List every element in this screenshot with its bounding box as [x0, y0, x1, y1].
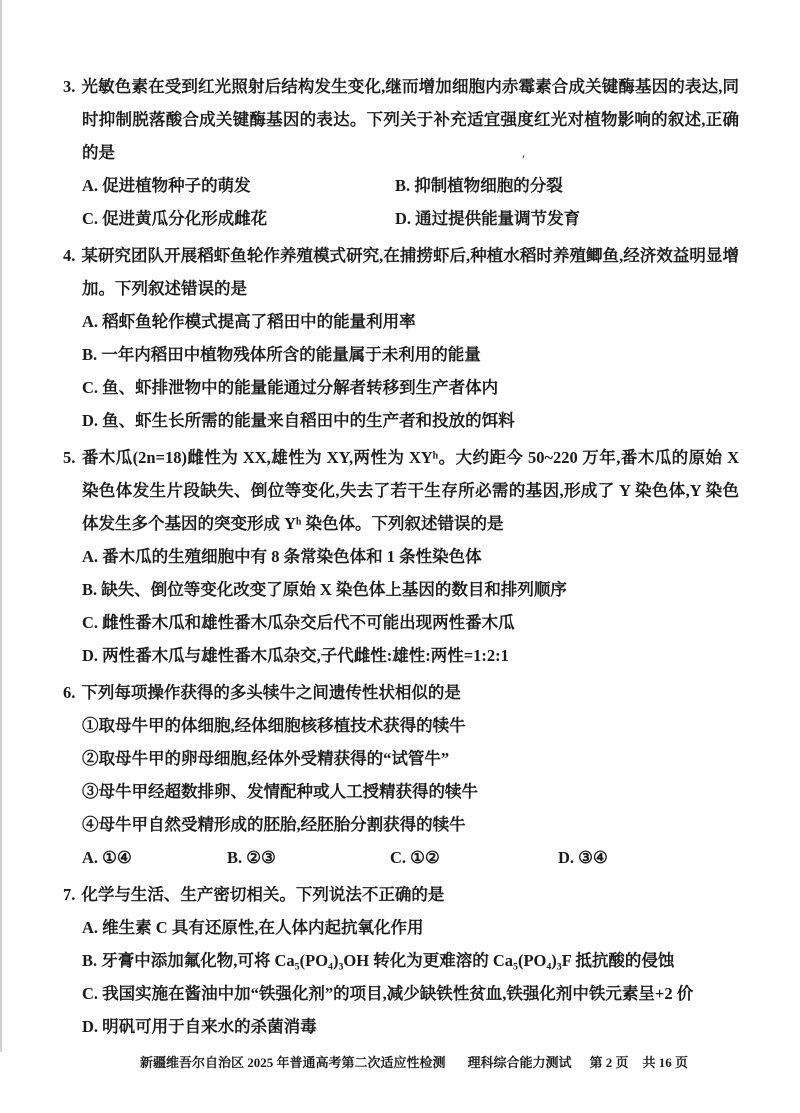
question-stem [63, 441, 739, 540]
question-number: 6. [63, 683, 76, 702]
question-stem-text: 化学与生活、生产密切相关。下列说法不正确的是 [81, 885, 445, 904]
question-option: A. 稻虾鱼轮作模式提高了稻田中的能量利用率 [82, 312, 416, 331]
question-sub-item: ④母牛甲自然受精形成的胚胎,经胚胎分割获得的犊牛 [82, 815, 466, 834]
question-option: B. 抑制植物细胞的分裂 [395, 176, 563, 195]
question-stem-text: 番木瓜(2n=18)雌性为 XX,雄性为 XY,两性为 XYʰ。大约距今 50~220 万年,番木瓜的原始 X 染色体发生片段缺失、倒位等变化,失去了若干生存所必需的基因,形成了 Y 染色体,Y 染色体发生多个基因的突变形成 Yʰ 染色体。下列叙述错误的是 [81, 448, 739, 533]
question-option: B. 缺失、倒位等变化改变了原始 X 染色体上基因的数目和排列顺序 [82, 580, 567, 599]
question-stem [63, 878, 739, 911]
scan-artifact-mark: ' [521, 152, 525, 167]
question [63, 878, 739, 1043]
question-option: D. ③④ [558, 848, 608, 867]
question-option: B. ②③ [227, 848, 276, 867]
question-options [63, 305, 739, 437]
question-option: C. 鱼、虾排泄物中的能量能通过分解者转移到生产者体内 [82, 378, 499, 397]
question-option: C. 雌性番木瓜和雄性番木瓜杂交后代不可能出现两性番木瓜 [82, 613, 515, 632]
question-list [63, 70, 739, 1047]
question-option: D. 通过提供能量调节发育 [395, 209, 581, 228]
question [63, 239, 739, 437]
question [63, 70, 739, 235]
question-option: A. 维生素 C 具有还原性,在人体内起抗氧化作用 [82, 918, 424, 937]
question-number: 4. [63, 246, 76, 265]
question-options [63, 911, 739, 1043]
question-option: D. 明矾可用于自来水的杀菌消毒 [82, 1017, 317, 1036]
question-sub-item: ③母牛甲经超数排卵、发情配种或人工授精获得的犊牛 [82, 782, 478, 801]
page-footer [140, 1053, 688, 1073]
question-option: C. 我国实施在酱油中加“铁强化剂”的项目,减少缺铁性贫血,铁强化剂中铁元素呈+2 价 [82, 984, 694, 1003]
question-option: A. ①④ [82, 848, 132, 867]
question-option: A. 番木瓜的生殖细胞中有 8 条常染色体和 1 条性染色体 [82, 547, 482, 566]
question-number: 7. [63, 885, 76, 904]
footer-page-number: 第 2 页 [589, 1055, 629, 1070]
question-stem [63, 239, 739, 305]
question-stem-text: 某研究团队开展稻虾鱼轮作养殖模式研究,在捕捞虾后,种植水稻时养殖鲫鱼,经济效益明显增加。下列叙述错误的是 [81, 246, 739, 298]
question-stem [63, 70, 739, 169]
question-number: 5. [63, 448, 76, 467]
question-option: A. 促进植物种子的萌发 [82, 176, 251, 195]
question-stem-text: 下列每项操作获得的多头犊牛之间遗传性状相似的是 [81, 683, 461, 702]
question-number: 3. [63, 77, 76, 96]
footer-subject-title: 理科综合能力测试 [467, 1055, 572, 1070]
question-options [63, 540, 739, 672]
page-edge-shadow [0, 0, 2, 1052]
footer-exam-title: 新疆维吾尔自治区 2025 年普通高考第二次适应性检测 [140, 1055, 446, 1070]
question-option: D. 两性番木瓜与雄性番木瓜杂交,子代雌性:雄性:两性=1:2:1 [82, 646, 509, 665]
footer-page-total: 共 16 页 [642, 1055, 689, 1070]
question-option: D. 鱼、虾生长所需的能量来自稻田中的生产者和投放的饵料 [82, 411, 515, 430]
question [63, 441, 739, 672]
question-stem [63, 676, 739, 709]
question-option: B. 牙膏中添加氟化物,可将 Ca₅(PO₄)₃OH 转化为更难溶的 Ca₅(PO₄)₃F 抵抗酸的侵蚀 [82, 951, 675, 970]
question-option: C. ①② [390, 848, 440, 867]
question-sub-item: ①取母牛甲的体细胞,经体细胞核移植技术获得的犊牛 [82, 716, 466, 735]
question [63, 676, 739, 874]
question-stem-text: 光敏色素在受到红光照射后结构发生变化,继而增加细胞内赤霉素合成关键酶基因的表达,同时抑制脱落酸合成关键酶基因的表达。下列关于补充适宜强度红光对植物影响的叙述,正确的是 [81, 77, 739, 162]
question-option: B. 一年内稻田中植物残体所含的能量属于未利用的能量 [82, 345, 481, 364]
question-option: C. 促进黄瓜分化形成雌花 [82, 209, 268, 228]
question-options [63, 169, 739, 235]
question-options [63, 841, 739, 874]
question-sub-item: ②取母牛甲的卵母细胞,经体外受精获得的“试管牛” [82, 749, 450, 768]
